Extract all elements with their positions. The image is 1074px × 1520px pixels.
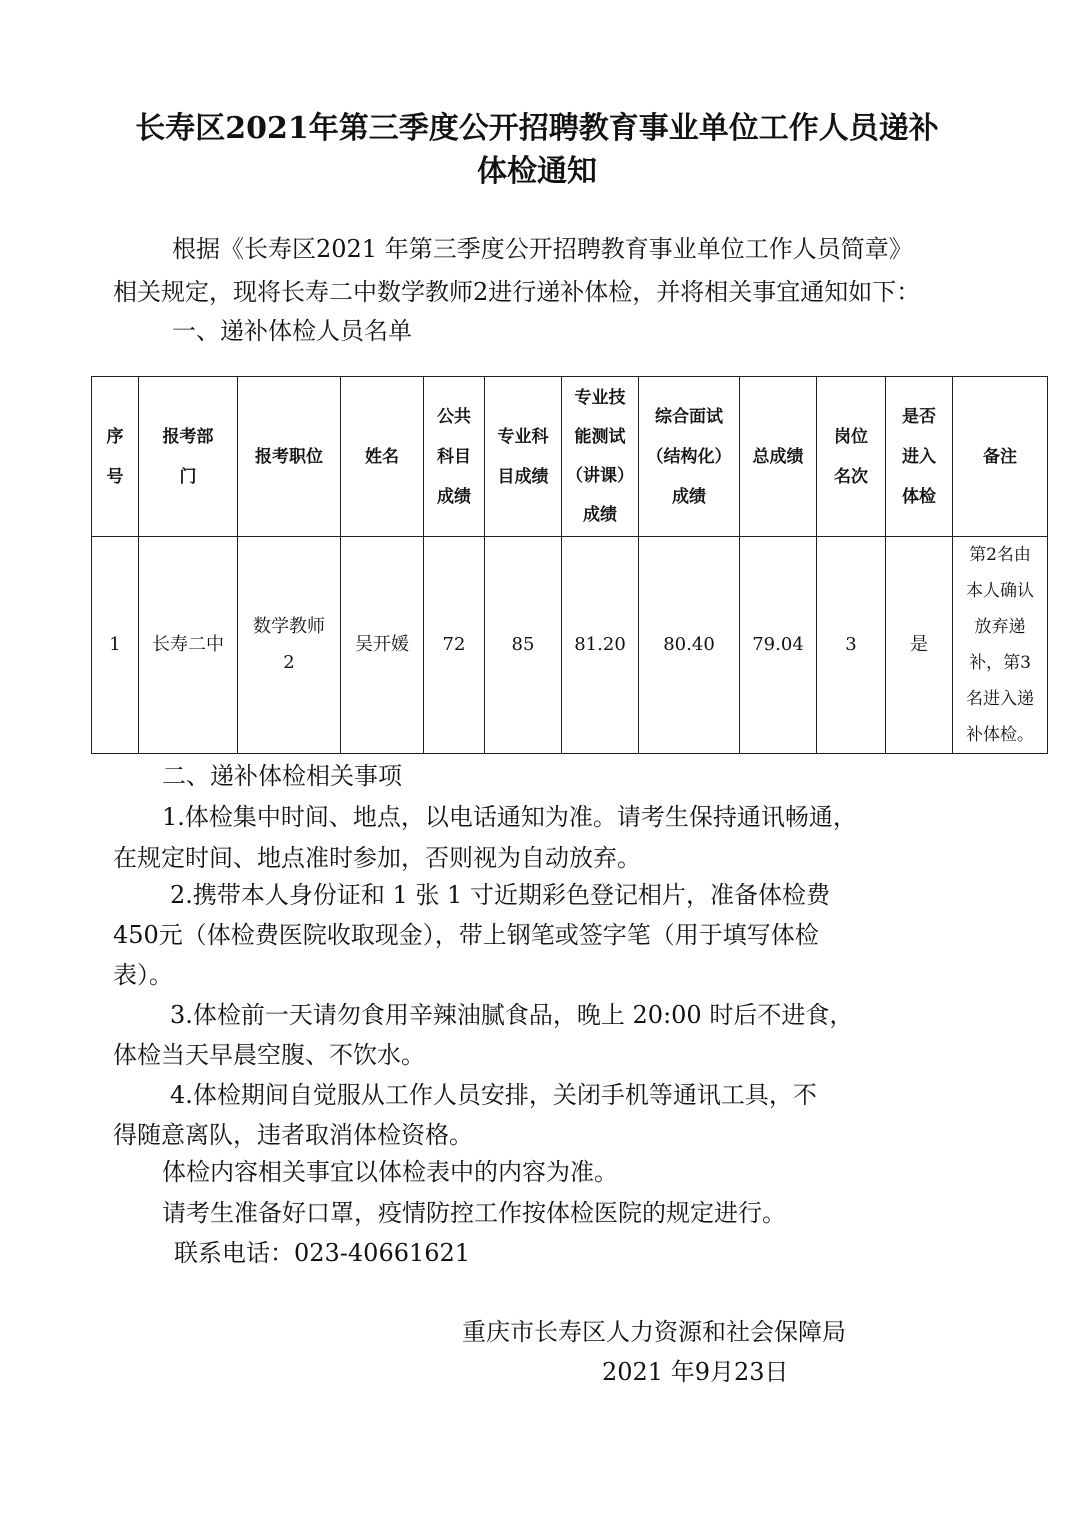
cell-seq: 1 [92,537,139,754]
document-title-line2: 体检通知 [477,154,597,189]
header-skill-score: 专业技 能测试 （讲课） 成绩 [562,377,639,537]
note-mask: 请考生准备好口罩，疫情防控工作按体检医院的规定进行。 [162,1199,786,1227]
cell-dept: 长寿二中 [139,537,238,754]
item2-line2: 450元（体检费医院收取现金），带上钢笔或签字笔（用于填写体检 [113,921,819,949]
cell-exam-entry: 是 [886,537,953,754]
cell-major-score: 85 [485,537,562,754]
table-row [92,537,1048,754]
item1-line2: 在规定时间、地点准时参加，否则视为自动放弃。 [113,844,641,872]
contact-phone: 联系电话：023-40661621 [174,1239,471,1267]
item2-line3: 表）。 [113,961,173,989]
header-seq: 序 号 [92,377,139,537]
header-total-score: 总成绩 [740,377,817,537]
item3-line2: 体检当天早晨空腹、不饮水。 [113,1041,425,1069]
header-dept: 报考部 门 [139,377,238,537]
header-rank: 岗位 名次 [817,377,886,537]
item2-line1: 2.携带本人身份证和 1 张 1 寸近期彩色登记相片，准备体检费 [170,881,830,909]
document-title-line1: 长寿区2021年第三季度公开招聘教育事业单位工作人员递补 [135,111,939,146]
issue-date: 2021 年9月23日 [602,1358,789,1386]
header-exam-entry: 是否 进入 体检 [886,377,953,537]
header-public-score: 公共 科目 成绩 [424,377,485,537]
item4-line2: 得随意离队，违者取消体检资格。 [113,1121,473,1149]
header-interview-score: 综合面试 （结构化） 成绩 [639,377,740,537]
issuer: 重庆市长寿区人力资源和社会保障局 [462,1318,846,1346]
header-name: 姓名 [341,377,424,537]
cell-remark: 第2名由 本人确认 放弃递 补，第3 名进入递 补体检。 [953,537,1048,754]
roster-table [91,376,1048,754]
item4-line1: 4.体检期间自觉服从工作人员安排，关闭手机等通讯工具，不 [170,1081,817,1109]
item3-line1: 3.体检前一天请勿食用辛辣油腻食品，晚上 20:00 时后不进食， [170,1001,854,1029]
cell-interview-score: 80.40 [639,537,740,754]
header-position: 报考职位 [238,377,341,537]
cell-total-score: 79.04 [740,537,817,754]
intro-line2: 相关规定，现将长寿二中数学教师2进行递补体检，并将相关事宜通知如下： [113,278,921,306]
table-header-row [92,377,1048,537]
cell-skill-score: 81.20 [562,537,639,754]
intro-line1: 根据《长寿区2021 年第三季度公开招聘教育事业单位工作人员简章》 [172,235,913,263]
section1-heading: 一、递补体检人员名单 [172,317,412,345]
header-remark: 备注 [953,377,1048,537]
cell-position: 数学教师 2 [238,537,341,754]
note-exam-content: 体检内容相关事宜以体检表中的内容为准。 [162,1158,618,1186]
cell-name: 吴开媛 [341,537,424,754]
header-major-score: 专业科 目成绩 [485,377,562,537]
section2-heading: 二、递补体检相关事项 [162,762,402,790]
cell-rank: 3 [817,537,886,754]
item1-line1: 1.体检集中时间、地点，以电话通知为准。请考生保持通讯畅通， [162,803,857,831]
cell-public-score: 72 [424,537,485,754]
